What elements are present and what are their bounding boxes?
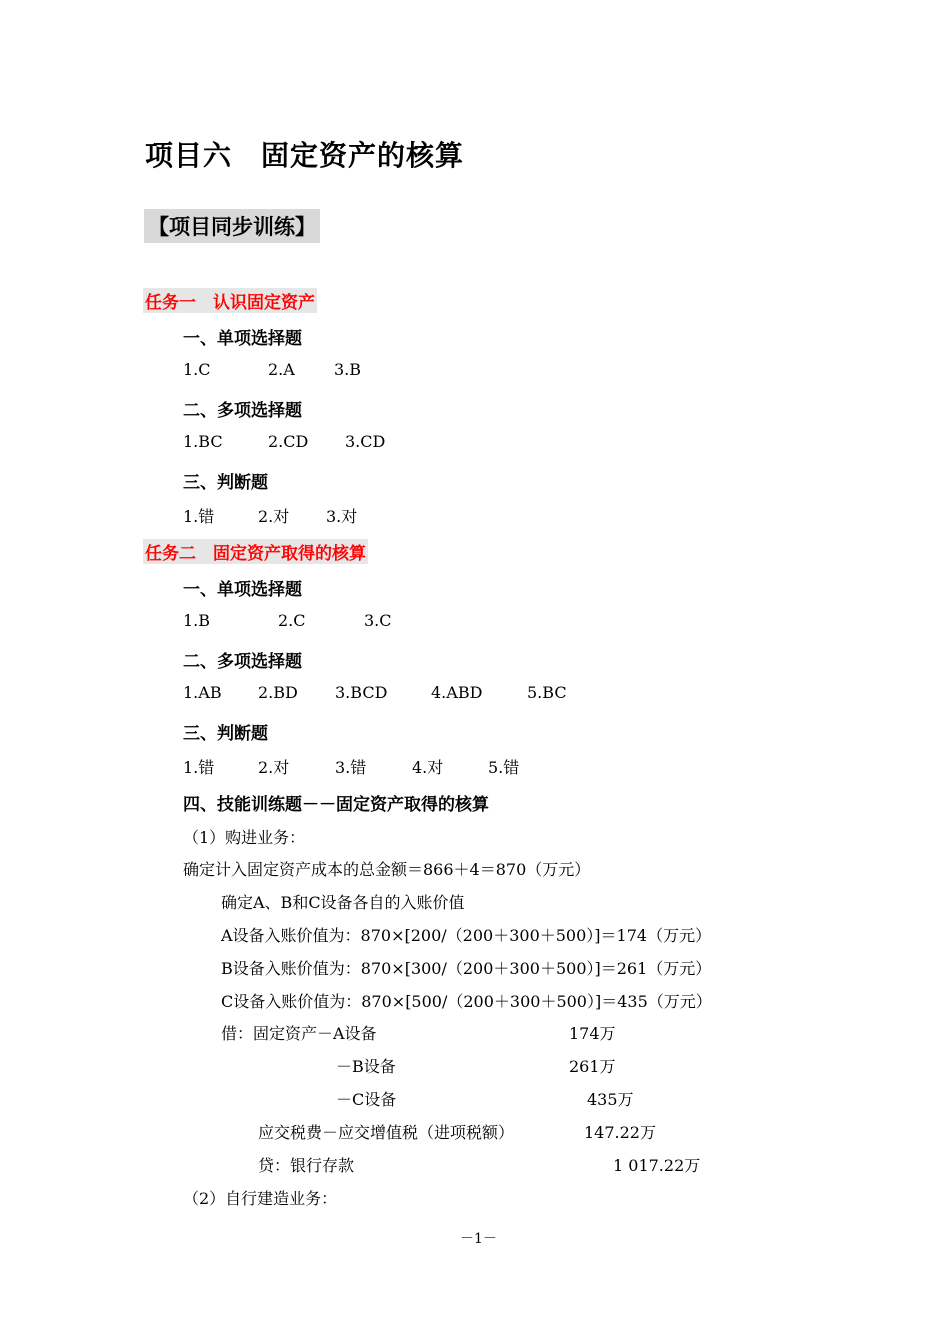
total-amount-line: 确定计入固定资产成本的总金额＝866＋4＝870（万元） [183,860,591,879]
self-build-subheading: （2）自行建造业务： [183,1189,338,1208]
purchase-subheading: （1）购进业务： [183,828,306,847]
answer: 3.BCD [335,683,388,702]
answer: 1.B [183,611,211,630]
journal-debit-c-label: －C设备 [336,1090,397,1109]
answer: 2.BD [258,683,298,702]
journal-debit-b-label: －B设备 [336,1057,396,1076]
c-value-line: C设备入账价值为：870×[500/（200＋300＋500）]＝435（万元） [221,992,712,1011]
answer: 4.ABD [431,683,483,702]
journal-credit-amount: 1 017.22万 [613,1156,701,1175]
task2-tf-heading: 三、判断题 [183,724,268,744]
task2-single-heading: 一、单项选择题 [183,580,302,600]
task2-skill-heading: 四、技能训练题－－固定资产取得的核算 [183,795,489,815]
answer: 4.对 [412,758,444,777]
journal-tax-label: 应交税费－应交增值税（进项税额） [258,1123,515,1142]
journal-credit-label: 贷：银行存款 [258,1156,355,1175]
answer: 2.CD [268,432,309,451]
answer: 2.对 [258,758,290,777]
answer: 2.C [278,611,306,630]
task1-title: 任务一 认识固定资产 [143,288,317,313]
answer: 3.CD [345,432,386,451]
journal-debit-label: 借：固定资产－A设备 [221,1024,377,1043]
answer: 3.B [334,360,362,379]
answer: 1.BC [183,432,223,451]
answer: 3.C [364,611,392,630]
journal-debit-c-amount: 435万 [587,1090,634,1109]
determine-line: 确定A、B和C设备各自的入账价值 [221,893,465,912]
task1-tf-heading: 三、判断题 [183,473,268,493]
page-title: 项目六 固定资产的核算 [145,139,465,172]
answer: 1.错 [183,758,215,777]
task1-single-heading: 一、单项选择题 [183,329,302,349]
answer: 3.对 [326,507,358,526]
journal-debit-a-amount: 174万 [569,1024,616,1043]
answer: 1.C [183,360,211,379]
training-header: 【项目同步训练】 [144,209,320,243]
answer: 3.错 [335,758,367,777]
answer: 2.A [268,360,295,379]
answer: 1.错 [183,507,215,526]
answer: 1.AB [183,683,222,702]
journal-tax-amount: 147.22万 [584,1123,656,1142]
b-value-line: B设备入账价值为：870×[300/（200＋300＋500）]＝261（万元） [221,959,712,978]
task2-title: 任务二 固定资产取得的核算 [143,539,368,564]
answer: 5.错 [488,758,520,777]
answer: 5.BC [527,683,567,702]
page-number: －1－ [460,1231,497,1247]
journal-debit-b-amount: 261万 [569,1057,616,1076]
a-value-line: A设备入账价值为：870×[200/（200＋300＋500）]＝174（万元） [221,926,712,945]
answer: 2.对 [258,507,290,526]
task1-multi-heading: 二、多项选择题 [183,401,302,421]
task2-multi-heading: 二、多项选择题 [183,652,302,672]
